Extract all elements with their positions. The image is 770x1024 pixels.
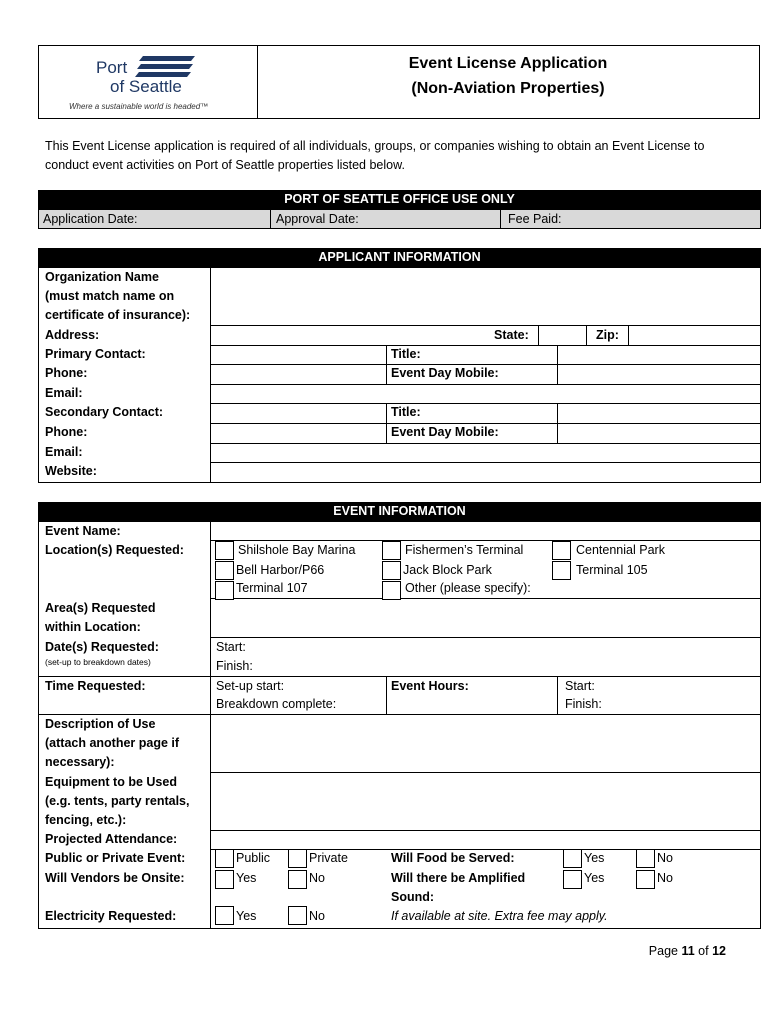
primary-contact-label: Primary Contact: bbox=[45, 347, 146, 361]
address-input[interactable] bbox=[212, 326, 482, 344]
org-name-label-1: Organization Name bbox=[45, 270, 159, 284]
org-name-input[interactable] bbox=[212, 268, 760, 324]
option-bell-harbor: Bell Harbor/P66 bbox=[236, 563, 325, 577]
equipment-input[interactable] bbox=[212, 774, 760, 829]
hours-finish-field[interactable]: Finish: bbox=[565, 697, 602, 711]
checkbox-electricity-yes[interactable] bbox=[215, 906, 234, 925]
fee-paid-field[interactable]: Fee Paid: bbox=[508, 212, 562, 226]
event-heading: EVENT INFORMATION bbox=[38, 502, 761, 521]
intro-paragraph bbox=[45, 137, 735, 175]
mobile-2-input[interactable] bbox=[559, 424, 759, 442]
option-amplified-no: No bbox=[657, 871, 673, 885]
title-1-label: Title: bbox=[391, 347, 421, 361]
electricity-label: Electricity Requested: bbox=[45, 909, 177, 923]
vendors-label: Will Vendors be Onsite: bbox=[45, 871, 185, 885]
attendance-label: Projected Attendance: bbox=[45, 832, 178, 846]
checkbox-private[interactable] bbox=[288, 849, 307, 868]
attendance-input[interactable] bbox=[212, 831, 760, 848]
areas-label-2: within Location: bbox=[45, 620, 141, 634]
public-private-label: Public or Private Event: bbox=[45, 851, 186, 865]
desc-label-2: (attach another page if bbox=[45, 736, 180, 750]
checkbox-amplified-yes[interactable] bbox=[563, 870, 582, 889]
option-public: Public bbox=[236, 851, 271, 865]
org-name-label-2: (must match name on bbox=[45, 289, 175, 303]
dates-finish-label[interactable]: Finish: bbox=[216, 659, 253, 673]
checkbox-terminal-107[interactable] bbox=[215, 581, 234, 600]
checkbox-other[interactable] bbox=[382, 581, 401, 600]
office-use-row bbox=[38, 209, 761, 229]
option-vendors-yes: Yes bbox=[236, 871, 257, 885]
checkbox-food-no[interactable] bbox=[636, 849, 655, 868]
description-input[interactable] bbox=[212, 716, 760, 771]
page-label: Page bbox=[648, 944, 678, 958]
option-jack-block-park: Jack Block Park bbox=[403, 563, 492, 577]
title-1-input[interactable] bbox=[559, 346, 759, 364]
zip-label: Zip: bbox=[596, 328, 619, 342]
desc-label-1: Description of Use bbox=[45, 717, 156, 731]
secondary-contact-input[interactable] bbox=[212, 404, 384, 422]
option-other: Other (please specify): bbox=[405, 581, 531, 595]
areas-input[interactable] bbox=[212, 599, 760, 636]
secondary-contact-label: Secondary Contact: bbox=[45, 405, 164, 419]
option-amplified-yes: Yes bbox=[584, 871, 605, 885]
areas-label-1: Area(s) Requested bbox=[45, 601, 156, 615]
option-terminal-107: Terminal 107 bbox=[236, 581, 308, 595]
checkbox-vendors-yes[interactable] bbox=[215, 870, 234, 889]
option-electricity-no: No bbox=[309, 909, 325, 923]
checkbox-vendors-no[interactable] bbox=[288, 870, 307, 889]
checkbox-jack-block-park[interactable] bbox=[382, 561, 401, 580]
dates-label: Date(s) Requested: bbox=[45, 640, 159, 654]
checkbox-bell-harbor[interactable] bbox=[215, 561, 234, 580]
address-label: Address: bbox=[45, 328, 100, 342]
email-2-label: Email: bbox=[45, 445, 83, 459]
option-centennial-park: Centennial Park bbox=[576, 543, 665, 557]
phone-1-input[interactable] bbox=[212, 365, 384, 383]
intro-line-1: This Event License application is required of all individuals, groups, or companies wishing to obtain an Event License to bbox=[45, 139, 705, 153]
mobile-1-input[interactable] bbox=[559, 365, 759, 383]
equip-label-2: (e.g. tents, party rentals, bbox=[45, 794, 190, 808]
amplified-label-1: Will there be Amplified bbox=[391, 871, 526, 885]
title-line-1: Event License Application bbox=[408, 55, 608, 72]
logo-stripes-icon bbox=[135, 54, 197, 80]
mobile-1-label: Event Day Mobile: bbox=[391, 366, 499, 380]
title-line-2: (Non-Aviation Properties) bbox=[411, 80, 605, 97]
checkbox-amplified-no[interactable] bbox=[636, 870, 655, 889]
title-2-input[interactable] bbox=[559, 404, 759, 422]
page-total: 12 bbox=[712, 944, 726, 958]
mobile-2-label: Event Day Mobile: bbox=[391, 425, 499, 439]
option-fishermens-terminal: Fishermen’s Terminal bbox=[405, 543, 524, 557]
phone-2-input[interactable] bbox=[212, 424, 384, 442]
primary-contact-input[interactable] bbox=[212, 346, 384, 364]
approval-date-field[interactable]: Approval Date: bbox=[276, 212, 359, 226]
form-title bbox=[257, 46, 759, 118]
website-input[interactable] bbox=[212, 463, 760, 481]
checkbox-shilshole[interactable] bbox=[215, 541, 234, 560]
logo-port-text: Port bbox=[96, 58, 128, 77]
option-terminal-105: Terminal 105 bbox=[576, 563, 648, 577]
event-name-label: Event Name: bbox=[45, 524, 121, 538]
amplified-label-2: Sound: bbox=[391, 890, 435, 904]
setup-start-field[interactable]: Set-up start: bbox=[216, 679, 285, 693]
dates-start-label[interactable]: Start: bbox=[216, 640, 246, 654]
office-use-heading: PORT OF SEATTLE OFFICE USE ONLY bbox=[38, 190, 761, 209]
checkbox-fishermens-terminal[interactable] bbox=[382, 541, 401, 560]
locations-label: Location(s) Requested: bbox=[45, 543, 184, 557]
desc-label-3: necessary): bbox=[45, 755, 115, 769]
state-input[interactable] bbox=[540, 326, 584, 344]
option-electricity-yes: Yes bbox=[236, 909, 257, 923]
website-label: Website: bbox=[45, 464, 97, 478]
checkbox-public[interactable] bbox=[215, 849, 234, 868]
equip-label-3: fencing, etc.): bbox=[45, 813, 127, 827]
page-number bbox=[649, 944, 726, 958]
option-food-no: No bbox=[657, 851, 673, 865]
email-1-input[interactable] bbox=[212, 385, 760, 403]
email-2-input[interactable] bbox=[212, 444, 760, 462]
applicant-heading: APPLICANT INFORMATION bbox=[38, 248, 761, 267]
checkbox-terminal-105[interactable] bbox=[552, 561, 571, 580]
phone-2-label: Phone: bbox=[45, 425, 88, 439]
zip-input[interactable] bbox=[630, 326, 758, 344]
equip-label-1: Equipment to be Used bbox=[45, 775, 177, 789]
state-label: State: bbox=[494, 328, 529, 342]
email-1-label: Email: bbox=[45, 386, 83, 400]
port-of-seattle-logo bbox=[39, 46, 258, 118]
food-label: Will Food be Served: bbox=[391, 851, 515, 865]
option-private: Private bbox=[309, 851, 348, 865]
application-date-field[interactable]: Application Date: bbox=[43, 212, 138, 226]
header-box bbox=[38, 45, 760, 119]
logo-seattle-text: of Seattle bbox=[110, 77, 182, 96]
time-requested-label: Time Requested: bbox=[45, 679, 146, 693]
option-vendors-no: No bbox=[309, 871, 325, 885]
checkbox-centennial-park[interactable] bbox=[552, 541, 571, 560]
dates-note: (set-up to breakdown dates) bbox=[45, 657, 151, 667]
extra-fee-note: If available at site. Extra fee may apply. bbox=[391, 909, 608, 923]
intro-line-2: conduct event activities on Port of Seattle properties listed below. bbox=[45, 158, 405, 172]
option-food-yes: Yes bbox=[584, 851, 605, 865]
event-name-input[interactable] bbox=[212, 522, 760, 539]
event-hours-label: Event Hours: bbox=[391, 679, 469, 693]
page-current: 11 bbox=[681, 944, 695, 958]
phone-1-label: Phone: bbox=[45, 366, 88, 380]
title-2-label: Title: bbox=[391, 405, 421, 419]
checkbox-food-yes[interactable] bbox=[563, 849, 582, 868]
hours-start-field[interactable]: Start: bbox=[565, 679, 595, 693]
logo-tagline: Where a sustainable world is headed™ bbox=[69, 102, 209, 111]
breakdown-complete-field[interactable]: Breakdown complete: bbox=[216, 697, 337, 711]
option-shilshole: Shilshole Bay Marina bbox=[238, 543, 356, 557]
page-of-label: of bbox=[698, 944, 709, 958]
org-name-label-3: certificate of insurance): bbox=[45, 308, 191, 322]
checkbox-electricity-no[interactable] bbox=[288, 906, 307, 925]
